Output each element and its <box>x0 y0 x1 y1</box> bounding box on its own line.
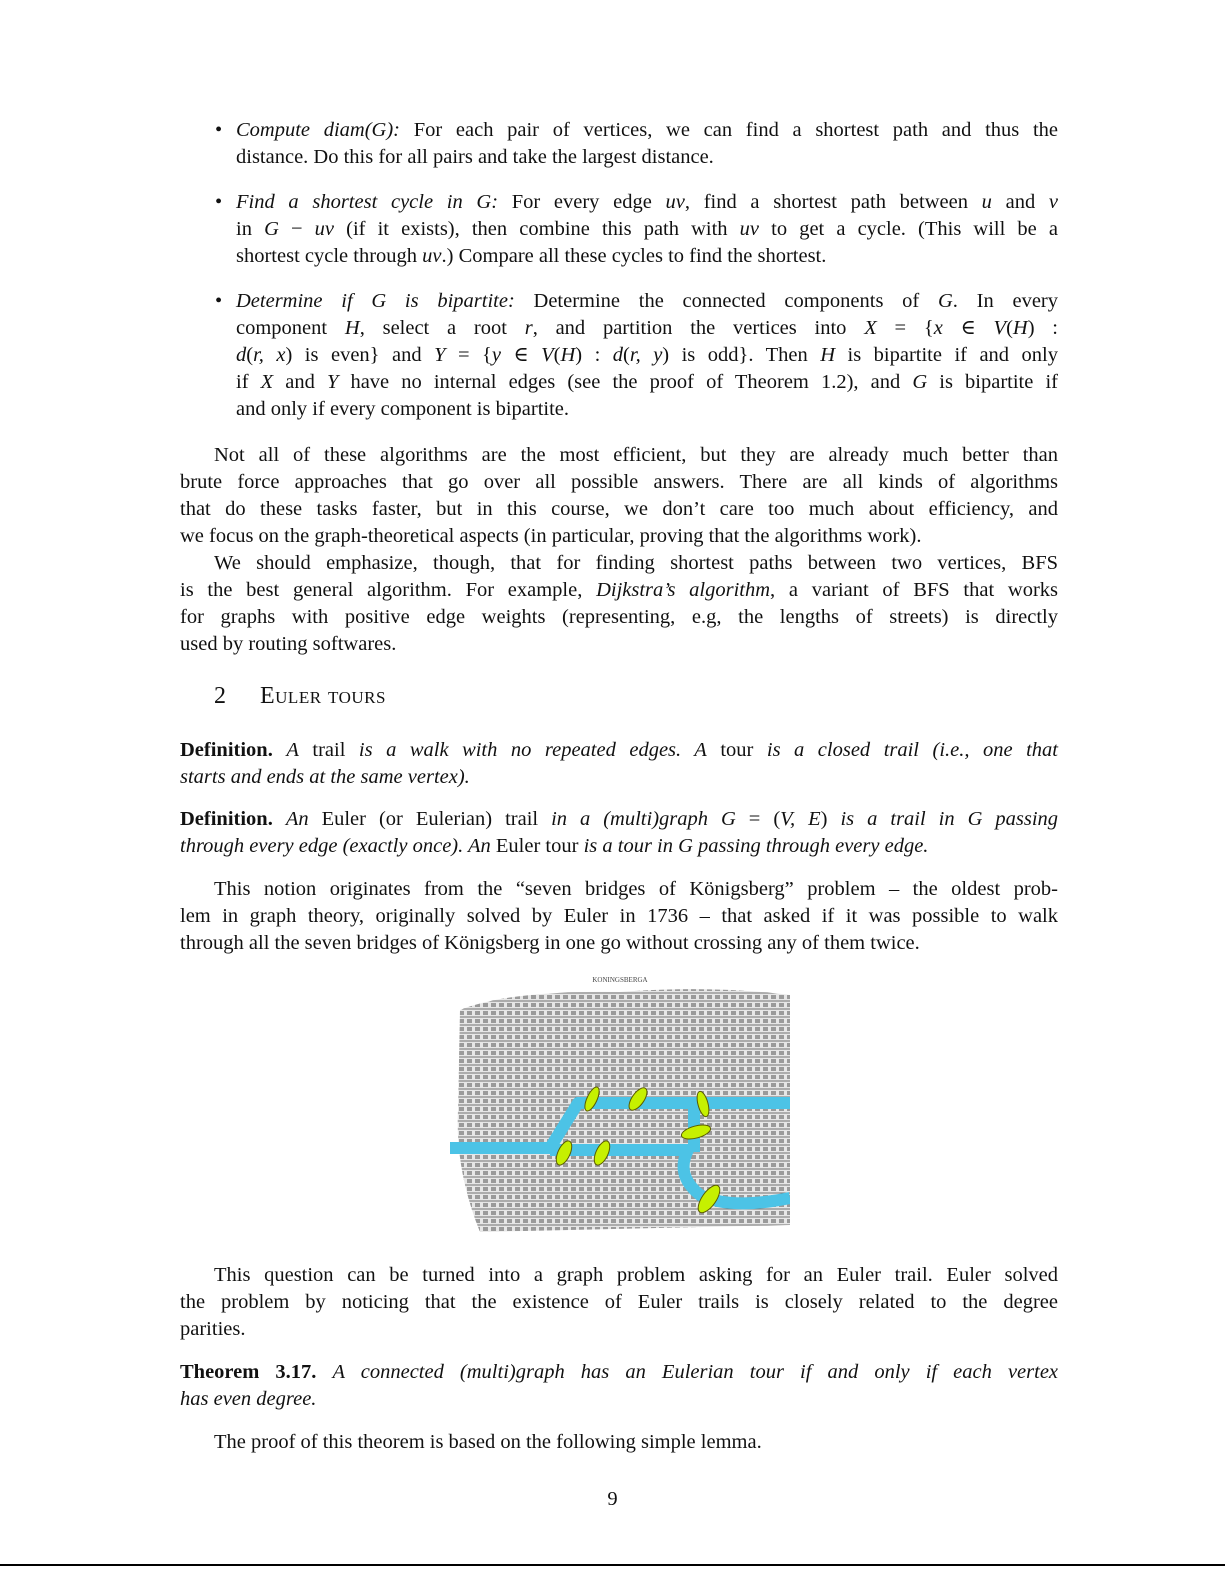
text-run: lem in graph theory, originally solved by Euler in 1736 – that asked if it was possible to walk <box>180 905 1058 927</box>
page-bottom-rule <box>0 1564 1225 1566</box>
text-run <box>273 808 286 830</box>
text-line <box>180 1386 1058 1413</box>
text-run: ( <box>553 344 561 366</box>
text-line <box>180 550 1058 577</box>
text-line <box>180 930 1058 957</box>
bullet-compute-diameter <box>215 117 1058 171</box>
italic-text-run: Compute diam(G): <box>236 119 401 141</box>
paragraph-lemma-intro <box>180 1429 1058 1456</box>
text-line <box>236 144 1058 171</box>
definition-trail-tour <box>180 737 1058 791</box>
italic-text-run: Find a shortest cycle in G: <box>236 191 499 213</box>
italic-text-run: H <box>344 317 360 339</box>
italic-text-run: r, x <box>253 344 286 366</box>
konigsberg-map-figure <box>450 970 790 1242</box>
text-run: ( <box>623 344 630 366</box>
text-line <box>180 577 1058 604</box>
bullet-icon: • <box>215 119 223 141</box>
italic-text-run: Dijkstra’s algorithm <box>596 579 771 601</box>
konigsberg-map <box>450 970 790 1242</box>
text-line <box>180 523 1058 550</box>
italic-text-run: uv <box>314 218 335 240</box>
definition-euler-trail <box>180 806 1058 860</box>
text-line <box>236 369 1058 396</box>
text-line <box>180 1262 1058 1289</box>
text-line <box>236 315 1058 342</box>
text-run: , and partition the vertices into <box>532 317 865 339</box>
bold-text-run: Theorem 3.17. <box>180 1361 317 1383</box>
text-run: ∈ <box>500 344 542 366</box>
text-run: For every edge <box>498 191 666 213</box>
text-line <box>180 604 1058 631</box>
text-line <box>180 806 1058 833</box>
italic-text-run: y <box>491 344 501 366</box>
text-line <box>180 833 1058 860</box>
text-run: ( <box>246 344 254 366</box>
text-line <box>180 1359 1058 1386</box>
text-run: Not all of these algorithms are the most efficient, but they are already much better than <box>214 444 1058 466</box>
italic-text-run: is a walk with no repeated edges. A <box>358 739 707 761</box>
italic-text-run: V, E <box>780 808 821 830</box>
text-run: through all the seven bridges of Königsberg in one go without crossing any of them twice. <box>180 932 920 954</box>
italic-text-run: uv <box>739 218 760 240</box>
paragraph-bfs-dijkstra <box>180 550 1058 658</box>
bullet-bipartite <box>215 288 1058 423</box>
text-run: component <box>236 317 345 339</box>
page-number: 9 <box>607 1488 618 1510</box>
text-line <box>180 1429 1058 1456</box>
text-run: is the best general algorithm. For example, <box>180 579 597 601</box>
section-heading <box>214 683 386 710</box>
bullet-icon: • <box>215 191 223 213</box>
text-run: ∈ <box>942 317 994 339</box>
bullet-shortest-cycle <box>215 189 1059 270</box>
text-run: is bipartite if and only <box>835 344 1058 366</box>
italic-text-run: Y <box>434 344 446 366</box>
text-run: For each pair of vertices, we can find a shortest path and thus the <box>400 119 1058 141</box>
text-run: shortest cycle through <box>236 245 423 267</box>
text-run: Determine the connected components of <box>514 290 938 312</box>
italic-text-run: v <box>1048 191 1059 213</box>
text-run: to get a cycle. (This will be a <box>759 218 1058 240</box>
text-run: if <box>236 371 261 393</box>
italic-text-run: X <box>864 317 877 339</box>
text-line <box>180 631 1058 658</box>
text-run: used by routing softwares. <box>180 633 397 655</box>
text-run: − <box>278 218 315 240</box>
text-run: , a variant of BFS that works <box>770 579 1058 601</box>
text-run: ) : <box>1027 317 1058 339</box>
italic-text-run: H <box>560 344 576 366</box>
italic-text-run: uv <box>422 245 442 267</box>
italic-text-run: u <box>981 191 992 213</box>
italic-text-run: is a closed trail (i.e., one that <box>766 739 1059 761</box>
text-line <box>236 288 1058 315</box>
text-run <box>273 739 287 761</box>
map-label: KONINGSBERGA <box>592 976 648 984</box>
italic-text-run: through every edge (exactly once). An <box>180 835 491 857</box>
text-run: = { <box>876 317 934 339</box>
text-line <box>236 117 1058 144</box>
italic-text-run: has even degree. <box>180 1388 317 1410</box>
paragraph-efficiency <box>180 442 1058 550</box>
text-run: ) <box>820 808 841 830</box>
text-line <box>180 737 1058 764</box>
text-run: and only if every component is bipartite. <box>236 398 570 420</box>
text-run: brute force approaches that go over all possible answers. There are all kinds of algorithms <box>180 471 1058 493</box>
italic-text-run: r <box>524 317 533 339</box>
text-run: Euler (or Eulerian) trail <box>308 808 552 830</box>
paragraph-graph-problem <box>180 1262 1058 1343</box>
italic-text-run: is a trail in G passing <box>840 808 1059 830</box>
text-line <box>180 469 1058 496</box>
text-run: ( <box>1006 317 1013 339</box>
text-run: parities. <box>180 1318 246 1340</box>
text-run: The proof of this theorem is based on the following simple lemma. <box>214 1431 762 1453</box>
text-line <box>236 243 1058 270</box>
text-run: for graphs with positive edge weights (representing, e.g, the lengths of streets) is directly <box>180 606 1058 628</box>
text-line <box>180 1289 1058 1316</box>
bold-text-run: Definition. <box>180 808 273 830</box>
italic-text-run: starts and ends at the same vertex). <box>180 766 470 788</box>
text-run: We should emphasize, though, that for finding shortest paths between two vertices, BFS <box>214 552 1058 574</box>
text-run: (if it exists), then combine this path with <box>334 218 740 240</box>
italic-text-run: A connected (multi)graph has an Eulerian tour if and only if each vertex <box>332 1361 1059 1383</box>
text-line <box>236 396 1058 423</box>
text-line <box>180 442 1058 469</box>
italic-text-run: H <box>1012 317 1028 339</box>
italic-text-run: Determine if G is bipartite: <box>236 290 515 312</box>
text-run: trail <box>298 739 359 761</box>
text-run: ) : <box>575 344 613 366</box>
section-title: Euler tours <box>260 683 386 709</box>
text-line <box>236 342 1058 369</box>
italic-text-run: uv <box>665 191 685 213</box>
text-run: Euler tour <box>490 835 584 857</box>
text-line <box>180 764 1058 791</box>
text-run: in <box>236 218 265 240</box>
italic-text-run: Y <box>326 371 339 393</box>
text-run: have no internal edges (see the proof of Theorem 1.2), and <box>338 371 913 393</box>
text-line <box>180 903 1058 930</box>
text-run: distance. Do this for all pairs and take the largest distance. <box>236 146 714 168</box>
text-line <box>180 876 1058 903</box>
italic-text-run: is a tour in G passing through every edge. <box>583 835 929 857</box>
text-run: tour <box>706 739 767 761</box>
paragraph-konigsberg <box>180 876 1058 957</box>
italic-text-run: G <box>264 218 279 240</box>
text-line <box>236 189 1058 216</box>
text-run: ) is even} and <box>285 344 435 366</box>
text-run: = ( <box>735 808 781 830</box>
italic-text-run: in a (multi)graph G <box>551 808 736 830</box>
city-engraving <box>458 989 790 1232</box>
italic-text-run: d <box>236 344 247 366</box>
italic-text-run: V <box>541 344 554 366</box>
text-line <box>180 496 1058 523</box>
italic-text-run: An <box>285 808 309 830</box>
text-run: , find a shortest path between <box>684 191 982 213</box>
italic-text-run: G <box>912 371 928 393</box>
italic-text-run: V <box>993 317 1007 339</box>
section-number: 2 <box>214 683 226 709</box>
italic-text-run: A <box>286 739 299 761</box>
italic-text-run: H <box>820 344 836 366</box>
text-run <box>316 1361 332 1383</box>
text-run: and <box>273 371 327 393</box>
text-run: . In every <box>952 290 1058 312</box>
bullet-icon: • <box>215 290 223 312</box>
text-run: we focus on the graph-theoretical aspects (in particular, proving that the algorithms work). <box>180 525 922 547</box>
text-run: the problem by noticing that the existence of Euler trails is closely related to the degree <box>180 1291 1058 1313</box>
bold-text-run: Definition. <box>180 739 273 761</box>
text-run: that do these tasks faster, but in this course, we don’t care too much about efficiency, and <box>180 498 1058 520</box>
text-run: ) is odd}. Then <box>662 344 821 366</box>
text-run: is bipartite if <box>927 371 1058 393</box>
italic-text-run: G <box>937 290 953 312</box>
text-run: This notion originates from the “seven bridges of Königsberg” problem – the oldest prob- <box>214 878 1058 900</box>
text-run: , select a root <box>359 317 525 339</box>
italic-text-run: d <box>612 344 624 366</box>
text-run: This question can be turned into a graph problem asking for an Euler trail. Euler solved <box>214 1264 1058 1286</box>
text-line <box>236 216 1058 243</box>
text-run: = { <box>445 344 492 366</box>
italic-text-run: r, y <box>629 344 663 366</box>
text-line <box>180 1316 1058 1343</box>
theorem-3-17 <box>180 1359 1058 1413</box>
text-run: and <box>991 191 1049 213</box>
text-run: .) Compare all these cycles to find the shortest. <box>441 245 827 267</box>
italic-text-run: x <box>933 317 943 339</box>
italic-text-run: X <box>260 371 274 393</box>
